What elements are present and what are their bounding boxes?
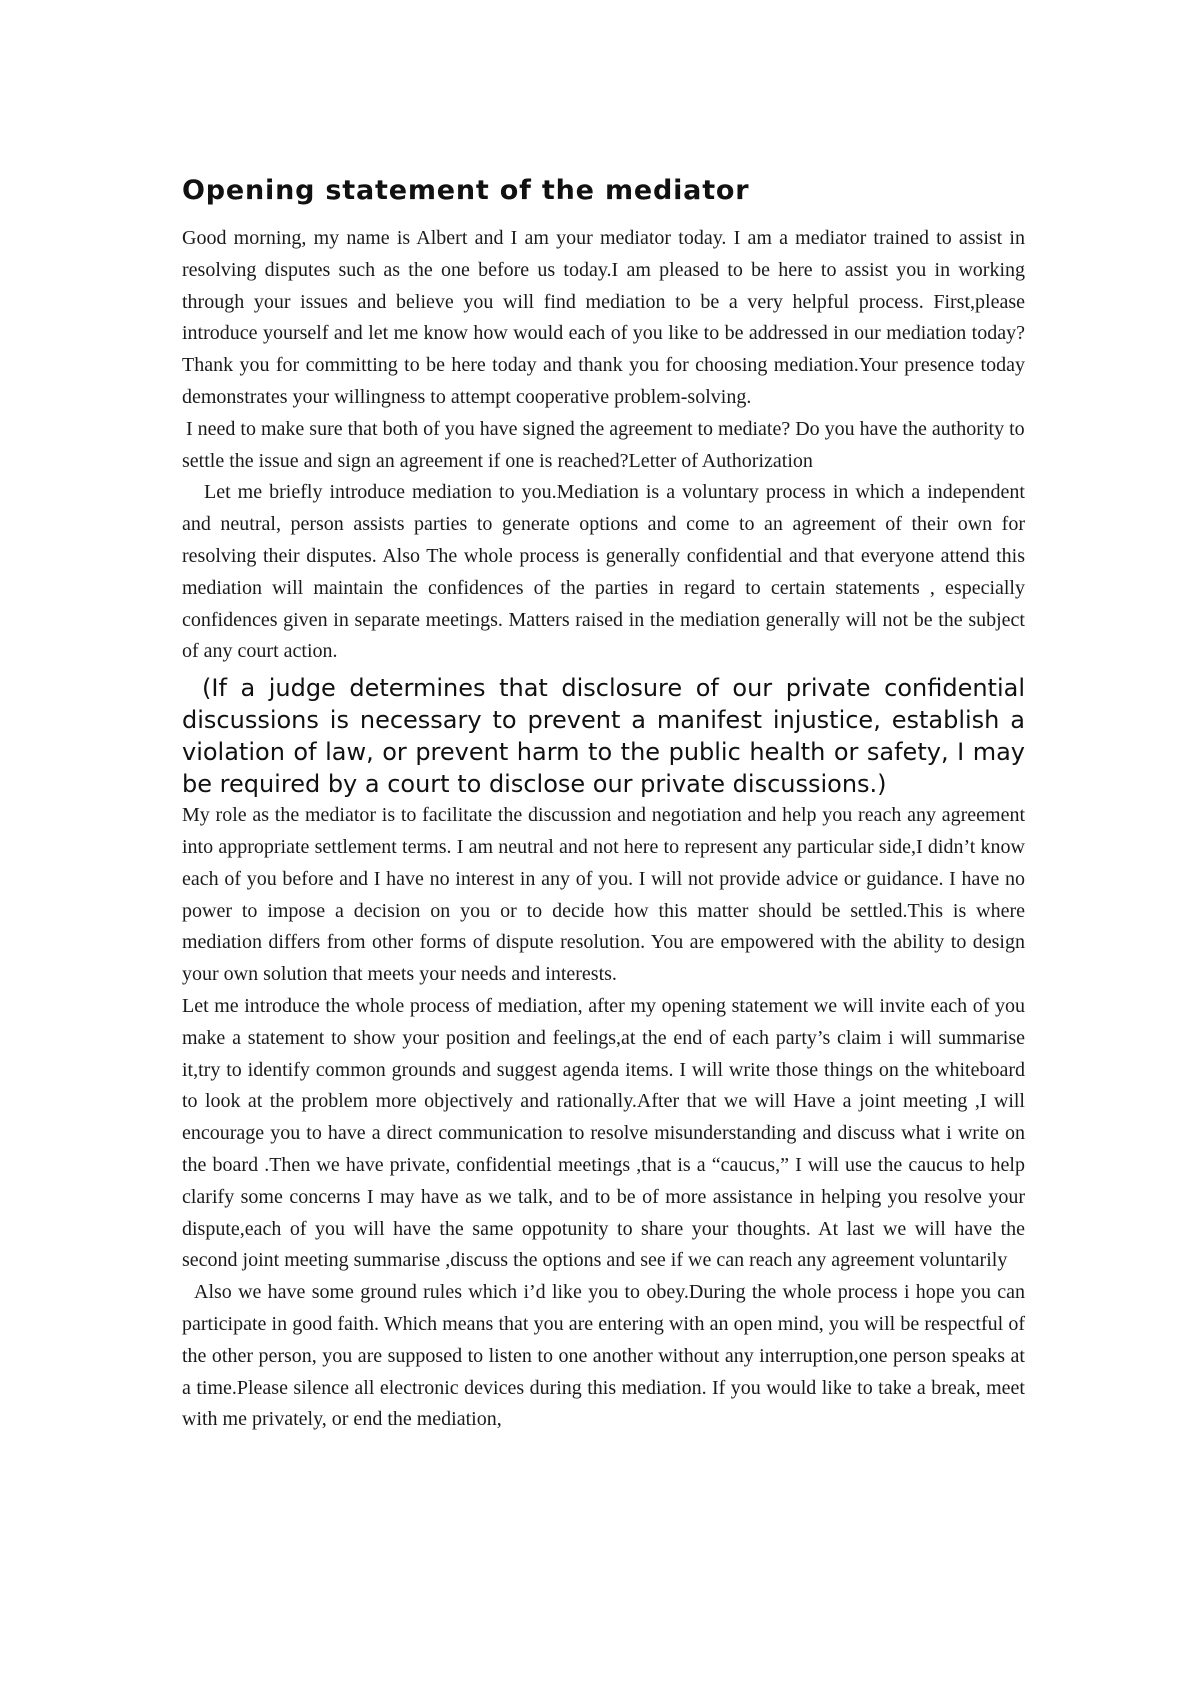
paragraph-ground-rules: Also we have some ground rules which i’d like you to obey.During the whole process i hope you can participate in good faith. Which means that you are entering with an open mind, you will be respectful of the other person, you are supposed to listen to one another without any interruption,one person speaks at a time.Please silence all electronic devices during this mediation. If you would like to take a break, meet with me privately, or end the mediation,	[182, 1281, 1025, 1431]
paragraph-confidentiality-exception: (If a judge determines that disclosure of our private confidential discussions is necessary to prevent a manifest injustice, establish a violation of law, or prevent harm to the public health or safety, I may be required by a court to disclose our private discussions.)	[182, 674, 1025, 799]
paragraph-mediation-intro: Let me briefly introduce mediation to you.Mediation is a voluntary process in which a independent and neutral, person assists parties to generate options and come to an agreement of their own for resolving their disputes. Also The whole process is generally confidential and that everyone attend this mediation will maintain the confidences of the parties in regard to certain statements , especially confidences given in separate meetings. Matters raised in the mediation generally will not be the subject of any court action.	[182, 481, 1025, 663]
paragraph-process-overview: Let me introduce the whole process of mediation, after my opening statement we will invite each of you make a statement to show your position and feelings,at the end of each party’s claim i will summarise it,try to identify common grounds and suggest agenda items. I will write those things on the whiteboard to look at the problem more objectively and rationally.After that we will Have a joint meeting ,I will encourage you to have a direct communication to resolve misunderstanding and discuss what i write on the board .Then we have private, confidential meetings ,that is a “caucus,” I will use the caucus to help clarify some concerns I may have as we talk, and to be of more assistance in helping you resolve your dispute,each of you will have the same oppotunity to share your thoughts. At last we will have the second joint meeting summarise ,discuss the options and see if we can reach any agreement voluntarily	[182, 994, 1025, 1272]
paragraph-greeting: Good morning, my name is Albert and I am your mediator today. I am a mediator trained to assist in resolving disputes such as the one before us today.I am pleased to be here to assist you in working through your issues and believe you will find mediation to be a very helpful process. First,please introduce yourself and let me know how would each of you like to be addressed in our mediation today? Thank you for committing to be here today and thank you for choosing mediation.Your presence today demonstrates your willingness to attempt cooperative problem-solving.	[182, 227, 1025, 408]
paragraph-mediator-role: My role as the mediator is to facilitate the discussion and negotiation and help you reach any agreement into appropriate settlement terms. I am neutral and not here to represent any particular side,I didn’t know each of you before and I have no interest in any of you. I will not provide advice or guidance. I have no power to impose a decision on you or to decide how this matter should be settled.This is where mediation differs from other forms of dispute resolution. You are empowered with the ability to design your own solution that meets your needs and interests.	[182, 804, 1025, 986]
document-title: Opening statement of the mediator	[182, 175, 750, 206]
paragraph-agreement-check: I need to make sure that both of you have signed the agreement to mediate? Do you have the authority to settle the issue and sign an agreement if one is reached?Letter of Authorization	[182, 417, 1025, 472]
document-body	[182, 172, 1025, 1436]
